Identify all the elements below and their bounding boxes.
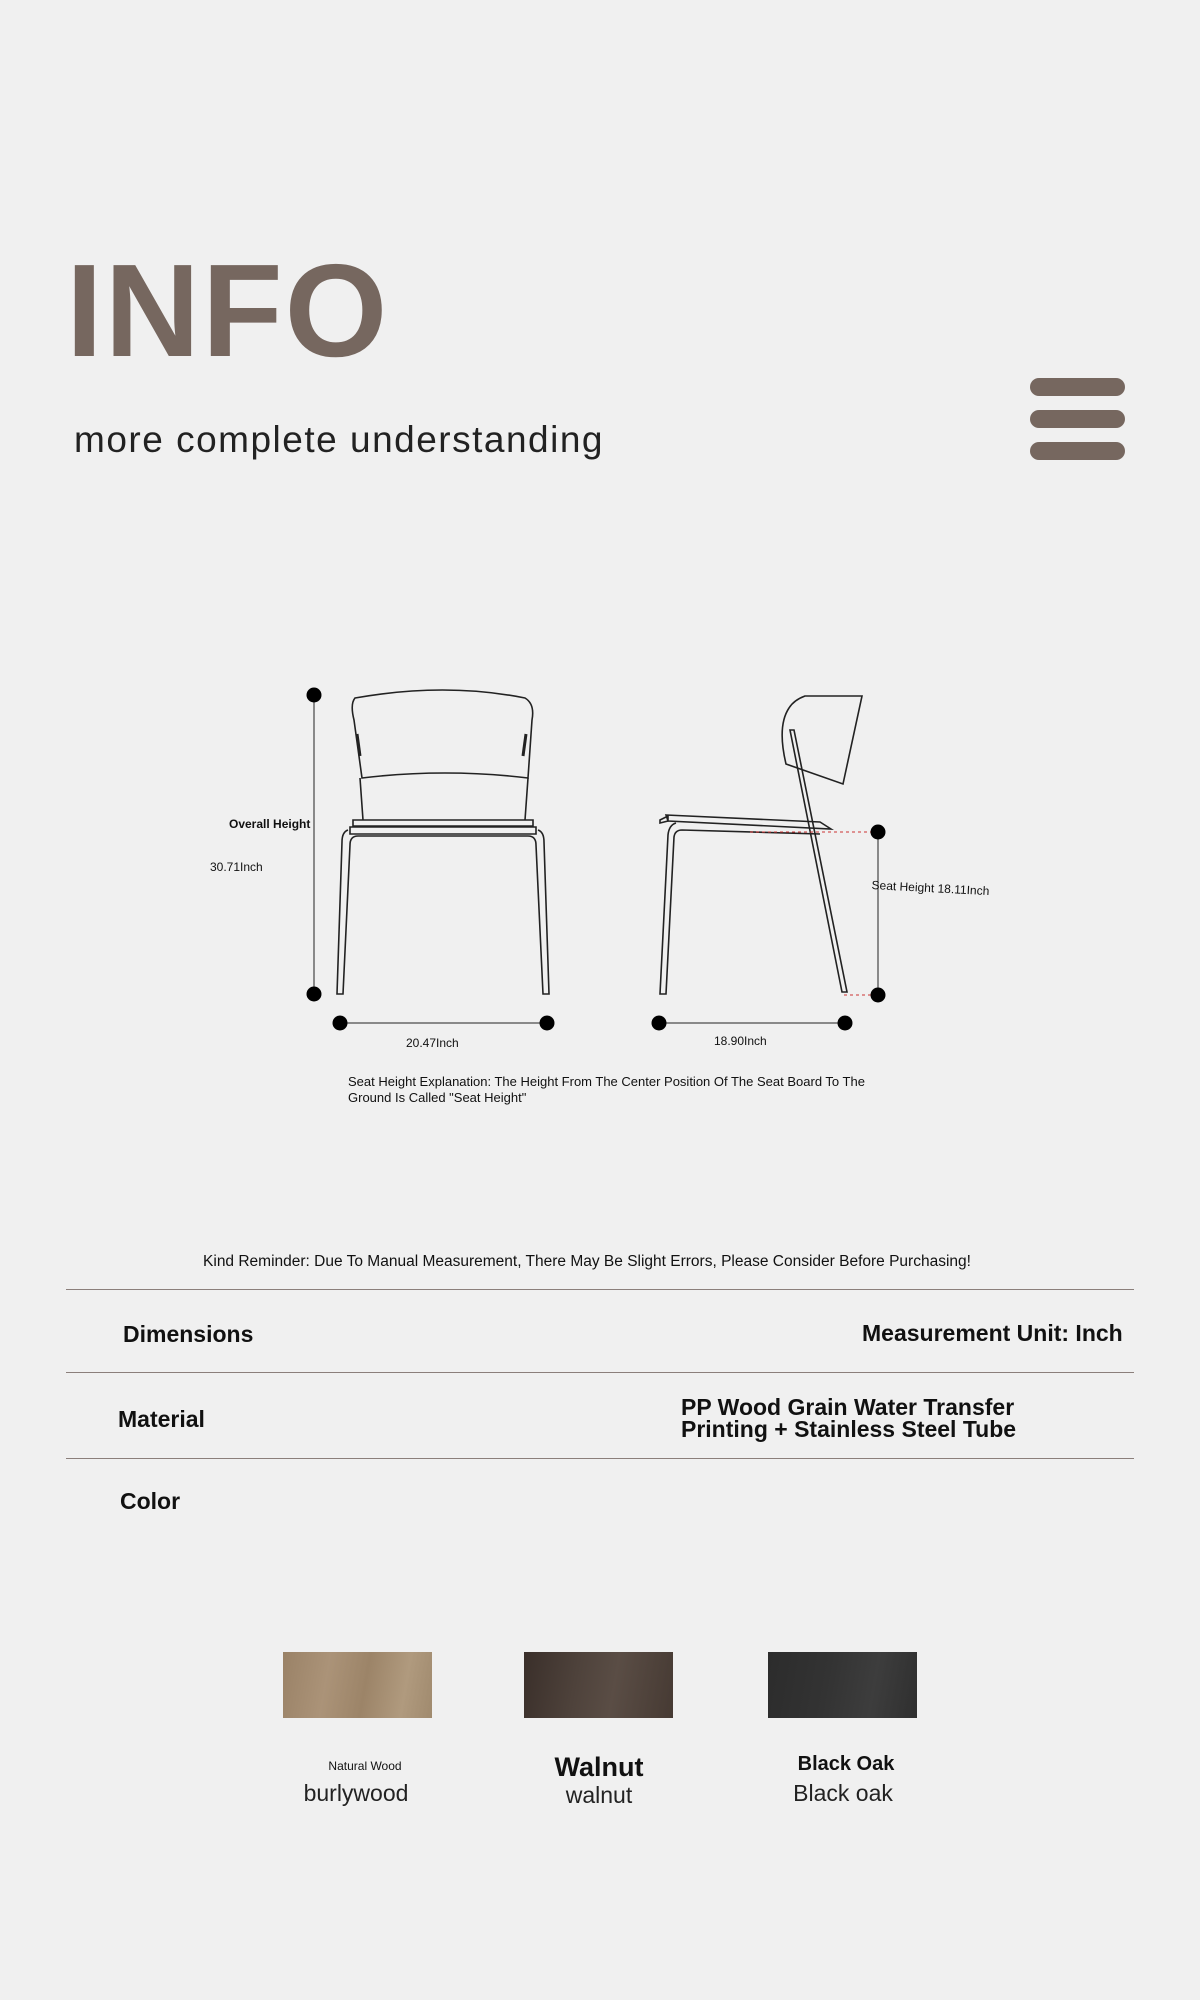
height-bottom-dot — [307, 987, 322, 1002]
side-chair-backrest — [782, 696, 862, 784]
divider — [66, 1458, 1134, 1459]
swatch-title-walnut: Walnut — [554, 1752, 644, 1782]
material-value — [681, 1396, 1016, 1440]
seat-height-label: Seat Height 18.11Inch — [871, 878, 990, 899]
material-value-line2: Printing + Stainless Steel Tube — [681, 1416, 1017, 1442]
swatch-title-natural-wood: Natural Wood — [328, 1759, 402, 1773]
front-chair-seat — [353, 820, 533, 826]
page-subtitle: more complete understanding — [74, 419, 605, 460]
material-label: Material — [118, 1406, 205, 1432]
hamburger-menu-icon[interactable] — [1030, 378, 1125, 460]
color-label: Color — [120, 1488, 181, 1514]
divider — [66, 1372, 1134, 1373]
page-title: INFO — [66, 237, 390, 384]
dimensions-value: Measurement Unit: Inch — [862, 1320, 1123, 1346]
swatch-black-oak[interactable] — [768, 1652, 917, 1718]
measurement-reminder: Kind Reminder: Due To Manual Measurement, There May Be Slight Errors, Please Consider Before Purchasing! — [203, 1253, 971, 1270]
swatch-title-black-oak: Black Oak — [797, 1753, 895, 1775]
swatch-subtitle-walnut: walnut — [565, 1782, 633, 1808]
material-value-line1: PP Wood Grain Water Transfer — [681, 1394, 1015, 1420]
side-depth-value: 18.90Inch — [714, 1034, 767, 1048]
swatch-natural-wood[interactable] — [283, 1652, 432, 1718]
front-width-value: 20.47Inch — [406, 1036, 459, 1050]
swatch-subtitle-natural-wood: burlywood — [303, 1780, 409, 1806]
swatch-subtitle-black-oak: Black oak — [793, 1780, 893, 1806]
side-chair-seat — [666, 815, 831, 829]
swatch-walnut[interactable] — [524, 1652, 673, 1718]
seat-height-note: Seat Height Explanation: The Height From The Center Position Of The Seat Board To The Ground Is Called "Seat Height" — [348, 1074, 865, 1105]
divider — [66, 1289, 1134, 1290]
front-chair-backrest — [352, 690, 532, 778]
dimensions-label: Dimensions — [123, 1321, 254, 1347]
overall-height-value: 30.71Inch — [210, 860, 263, 874]
overall-height-label: Overall Height — [229, 817, 311, 831]
height-top-dot — [307, 688, 322, 703]
chair-dimension-diagram — [190, 670, 1020, 1100]
